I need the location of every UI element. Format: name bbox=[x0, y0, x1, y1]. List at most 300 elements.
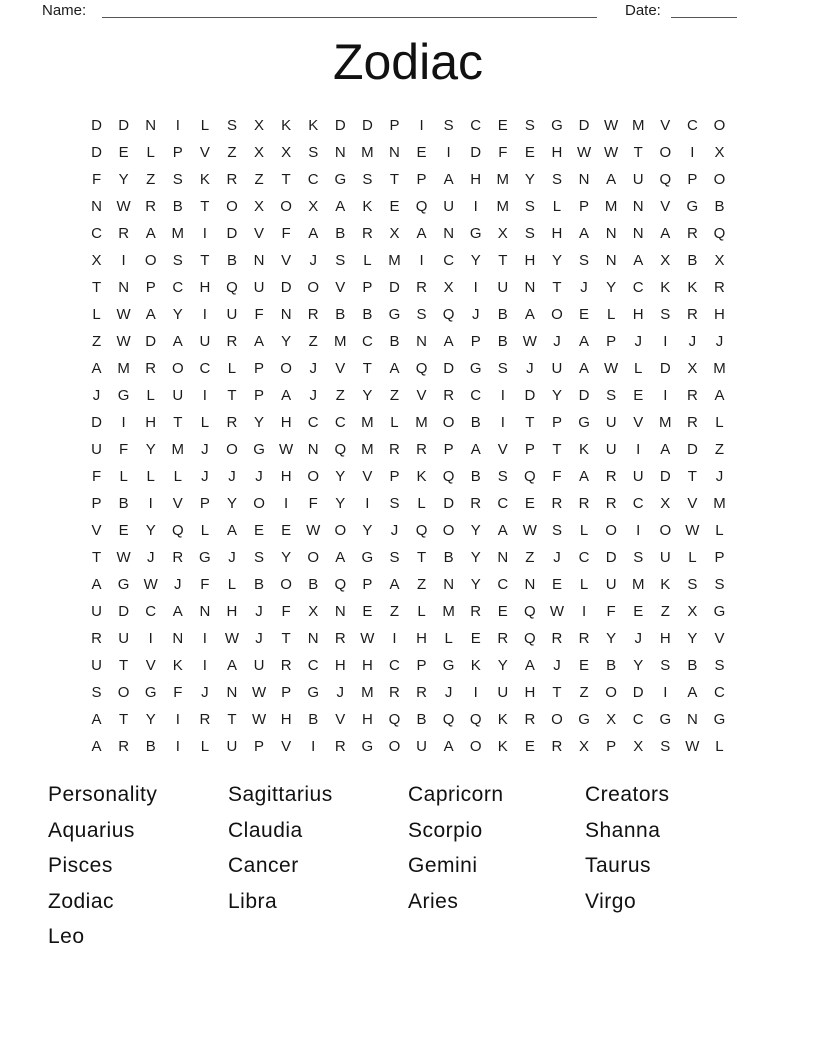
grid-letter: S bbox=[335, 252, 346, 269]
grid-letter: Q bbox=[171, 522, 184, 539]
date-label: Date: bbox=[625, 2, 661, 19]
grid-letter: J bbox=[526, 360, 534, 377]
grid-letter: S bbox=[389, 549, 400, 566]
grid-letter: B bbox=[389, 333, 400, 350]
grid-letter: X bbox=[254, 117, 265, 134]
grid-letter: G bbox=[117, 387, 130, 404]
grid-letter: A bbox=[254, 333, 265, 350]
grid-letter: C bbox=[172, 279, 184, 296]
grid-letter: L bbox=[363, 252, 372, 269]
grid-letter: Y bbox=[470, 549, 481, 566]
grid-letter: S bbox=[497, 468, 508, 485]
grid-letter: Z bbox=[714, 441, 725, 458]
grid-letter: R bbox=[578, 495, 590, 512]
grid-letter: L bbox=[579, 522, 589, 539]
grid-letter: R bbox=[334, 738, 346, 755]
grid-letter: G bbox=[388, 306, 401, 323]
grid-letter: I bbox=[284, 495, 289, 512]
grid-letter: A bbox=[714, 387, 725, 404]
grid-letter: V bbox=[335, 279, 346, 296]
grid-letter: O bbox=[551, 306, 563, 323]
grid-letter: B bbox=[470, 468, 481, 485]
grid-letter: S bbox=[172, 252, 183, 269]
grid-letter: Y bbox=[606, 279, 617, 296]
grid-letter: C bbox=[389, 657, 400, 674]
grid-letter: W bbox=[576, 144, 592, 161]
grid-letter: U bbox=[443, 198, 455, 215]
grid-letter: H bbox=[551, 144, 563, 161]
grid-letter: Y bbox=[362, 387, 373, 404]
grid-letter: U bbox=[551, 360, 563, 377]
grid-letter: M bbox=[442, 603, 455, 620]
grid-letter: W bbox=[116, 306, 131, 323]
page-title: Zodiac bbox=[332, 34, 484, 90]
grid-letter: Q bbox=[469, 711, 482, 728]
grid-letter: J bbox=[255, 603, 263, 620]
grid-letter: I bbox=[365, 495, 370, 512]
grid-letter: R bbox=[578, 630, 590, 647]
grid-letter: P bbox=[254, 738, 265, 755]
grid-letter: G bbox=[442, 657, 455, 674]
grid-letter: O bbox=[307, 279, 320, 296]
grid-letter: A bbox=[226, 522, 237, 539]
grid-letter: Y bbox=[362, 522, 373, 539]
grid-letter: A bbox=[660, 441, 671, 458]
grid-letter: Y bbox=[687, 630, 698, 647]
grid-letter: N bbox=[524, 279, 536, 296]
grid-letter: O bbox=[307, 549, 320, 566]
name-label: Name: bbox=[42, 2, 87, 19]
grid-letter: T bbox=[119, 657, 129, 674]
grid-letter: T bbox=[552, 441, 562, 458]
grid-letter: E bbox=[118, 144, 129, 161]
grid-letter: K bbox=[199, 171, 210, 188]
grid-letter: R bbox=[714, 279, 725, 296]
grid-letter: B bbox=[145, 738, 156, 755]
grid-letter: I bbox=[121, 414, 126, 431]
grid-letter: K bbox=[470, 657, 481, 674]
grid-letter: X bbox=[714, 252, 725, 269]
grid-letter: P bbox=[579, 198, 590, 215]
grid-letter: R bbox=[605, 468, 617, 485]
grid-letter: J bbox=[471, 306, 480, 323]
grid-letter: L bbox=[552, 198, 562, 215]
grid-letter: S bbox=[687, 576, 698, 593]
grid-letter: M bbox=[659, 414, 672, 431]
name-blank-line[interactable] bbox=[102, 1, 597, 18]
grid-letter: L bbox=[200, 522, 210, 539]
grid-letter: C bbox=[686, 117, 698, 134]
grid-letter: R bbox=[118, 738, 130, 755]
grid-letter: Y bbox=[524, 171, 535, 188]
grid-letter: T bbox=[552, 684, 562, 701]
grid-letter: S bbox=[660, 306, 671, 323]
grid-letter: Q bbox=[442, 306, 455, 323]
grid-letter: A bbox=[443, 738, 454, 755]
grid-letter: F bbox=[606, 603, 616, 620]
grid-letter: P bbox=[389, 468, 400, 485]
grid-letter: F bbox=[119, 441, 129, 458]
word-item: Aquarius bbox=[48, 818, 135, 842]
grid-letter: D bbox=[443, 495, 455, 512]
grid-letter: V bbox=[199, 144, 210, 161]
grid-letter: M bbox=[604, 198, 618, 215]
grid-letter: T bbox=[91, 279, 102, 296]
grid-letter: S bbox=[226, 117, 237, 134]
grid-letter: G bbox=[307, 684, 320, 701]
grid-letter: N bbox=[307, 441, 319, 458]
grid-letter: W bbox=[522, 522, 537, 539]
grid-letter: E bbox=[470, 630, 481, 647]
grid-letter: O bbox=[280, 198, 292, 215]
grid-letter: J bbox=[201, 684, 209, 701]
grid-letter: S bbox=[660, 738, 671, 755]
grid-letter: C bbox=[307, 414, 319, 431]
grid-letter: B bbox=[308, 711, 319, 728]
grid-letter: W bbox=[604, 117, 619, 134]
grid-letter: H bbox=[524, 684, 536, 701]
grid-letter: R bbox=[551, 630, 563, 647]
grid-letter: D bbox=[605, 549, 617, 566]
grid-letter: D bbox=[280, 279, 292, 296]
grid-letter: F bbox=[308, 495, 318, 512]
grid-letter: X bbox=[660, 252, 671, 269]
grid-letter: K bbox=[660, 279, 671, 296]
grid-letter: N bbox=[307, 630, 319, 647]
grid-letter: X bbox=[714, 144, 725, 161]
grid-letter: T bbox=[281, 171, 291, 188]
grid-letter: A bbox=[687, 684, 698, 701]
grid-letter: L bbox=[606, 306, 616, 323]
grid-letter: X bbox=[443, 279, 454, 296]
grid-letter: B bbox=[687, 657, 698, 674]
grid-letter: E bbox=[497, 603, 508, 620]
grid-letter: R bbox=[389, 684, 400, 701]
grid-letter: G bbox=[361, 738, 374, 755]
grid-letter: W bbox=[306, 522, 321, 539]
word-list-column bbox=[585, 777, 670, 919]
grid-letter: V bbox=[145, 657, 156, 674]
grid-letter: I bbox=[202, 306, 207, 323]
grid-letter: I bbox=[581, 603, 587, 620]
grid-letter: J bbox=[174, 576, 182, 593]
grid-letter: J bbox=[228, 549, 236, 566]
grid-letter: R bbox=[226, 414, 238, 431]
grid-letter: T bbox=[633, 144, 643, 161]
grid-letter: J bbox=[228, 468, 236, 485]
grid-letter: E bbox=[633, 603, 644, 620]
grid-letter: O bbox=[144, 252, 157, 269]
grid-letter: Z bbox=[91, 333, 102, 350]
grid-letter: V bbox=[281, 738, 292, 755]
grid-letter: Z bbox=[335, 387, 345, 404]
grid-letter: L bbox=[634, 360, 643, 377]
grid-letter: Y bbox=[606, 630, 617, 647]
grid-letter: W bbox=[279, 441, 294, 458]
grid-letter: D bbox=[91, 414, 102, 431]
grid-letter: I bbox=[202, 657, 207, 674]
grid-letter: D bbox=[470, 144, 482, 161]
grid-letter: J bbox=[255, 630, 263, 647]
grid-letter: R bbox=[470, 603, 482, 620]
grid-letter: K bbox=[579, 441, 590, 458]
grid-letter: D bbox=[145, 333, 157, 350]
grid-letter: S bbox=[606, 387, 617, 404]
grid-letter: I bbox=[419, 252, 424, 269]
grid-letter: P bbox=[470, 333, 481, 350]
grid-letter: V bbox=[335, 711, 346, 728]
grid-letter: D bbox=[578, 117, 590, 134]
grid-letter: D bbox=[659, 360, 671, 377]
grid-letter: I bbox=[500, 414, 505, 431]
grid-letter: Y bbox=[172, 306, 183, 323]
grid-letter: B bbox=[687, 252, 698, 269]
grid-letter: S bbox=[714, 576, 725, 593]
grid-letter: V bbox=[335, 360, 346, 377]
grid-letter: M bbox=[496, 171, 510, 188]
grid-letter: U bbox=[632, 468, 644, 485]
grid-letter: X bbox=[254, 144, 265, 161]
grid-letter: W bbox=[360, 630, 375, 647]
grid-letter: J bbox=[688, 333, 697, 350]
grid-letter: D bbox=[443, 360, 455, 377]
grid-letter: T bbox=[227, 711, 237, 728]
grid-letter: L bbox=[715, 414, 724, 431]
word-list-column bbox=[408, 777, 504, 919]
grid-letter: O bbox=[469, 738, 482, 755]
grid-letter: G bbox=[578, 711, 590, 728]
grid-letter: C bbox=[632, 279, 644, 296]
grid-letter: R bbox=[334, 630, 346, 647]
grid-letter: U bbox=[226, 306, 238, 323]
grid-letter: S bbox=[524, 117, 535, 134]
grid-letter: A bbox=[497, 522, 508, 539]
grid-letter: V bbox=[714, 630, 725, 647]
grid-letter: T bbox=[525, 414, 535, 431]
grid-letter: Y bbox=[470, 252, 481, 269]
grid-letter: H bbox=[361, 711, 373, 728]
word-item: Virgo bbox=[585, 889, 637, 913]
grid-letter: I bbox=[121, 252, 126, 269]
grid-letter: U bbox=[118, 630, 130, 647]
grid-letter: M bbox=[334, 333, 347, 350]
grid-letter: N bbox=[226, 684, 238, 701]
grid-letter: S bbox=[714, 657, 725, 674]
grid-letter: E bbox=[281, 522, 292, 539]
grid-letter: Y bbox=[551, 252, 562, 269]
grid-letter: U bbox=[253, 279, 265, 296]
grid-letter: C bbox=[714, 684, 725, 701]
grid-letter: S bbox=[551, 171, 562, 188]
grid-letter: M bbox=[631, 117, 645, 134]
grid-letter: J bbox=[715, 333, 724, 350]
grid-letter: J bbox=[309, 387, 317, 404]
grid-letter: C bbox=[91, 225, 102, 242]
grid-letter: O bbox=[171, 360, 184, 377]
grid-letter: V bbox=[497, 441, 508, 458]
grid-letter: O bbox=[388, 738, 401, 755]
grid-letter: T bbox=[200, 252, 210, 269]
grid-letter: A bbox=[226, 657, 237, 674]
grid-letter: H bbox=[632, 306, 644, 323]
grid-letter: G bbox=[713, 603, 726, 620]
grid-letter: H bbox=[714, 306, 725, 323]
grid-letter: N bbox=[605, 252, 617, 269]
grid-letter: Z bbox=[416, 576, 427, 593]
grid-letter: D bbox=[686, 441, 698, 458]
grid-letter: R bbox=[524, 711, 536, 728]
grid-letter: C bbox=[307, 171, 319, 188]
grid-letter: N bbox=[443, 576, 455, 593]
grid-letter: I bbox=[202, 630, 207, 647]
grid-letter: N bbox=[253, 252, 265, 269]
word-item: Personality bbox=[48, 783, 158, 806]
grid-letter: A bbox=[579, 333, 590, 350]
grid-letter: D bbox=[334, 117, 346, 134]
grid-letter: Y bbox=[254, 414, 265, 431]
grid-letter: L bbox=[715, 738, 724, 755]
grid-letter: J bbox=[634, 630, 642, 647]
grid-letter: N bbox=[118, 279, 130, 296]
grid-letter: I bbox=[175, 117, 180, 134]
grid-letter: Z bbox=[525, 549, 535, 566]
grid-letter: I bbox=[663, 684, 668, 701]
grid-letter: M bbox=[361, 414, 374, 431]
grid-letter: A bbox=[91, 711, 102, 728]
grid-letter: R bbox=[686, 225, 698, 242]
grid-letter: G bbox=[334, 171, 347, 188]
grid-letter: O bbox=[605, 522, 617, 539]
grid-letter: A bbox=[145, 306, 156, 323]
grid-letter: A bbox=[308, 225, 319, 242]
grid-letter: P bbox=[524, 441, 535, 458]
grid-letter: J bbox=[553, 657, 561, 674]
grid-letter: O bbox=[253, 495, 265, 512]
grid-letter: B bbox=[226, 252, 237, 269]
grid-letter: N bbox=[334, 144, 346, 161]
grid-letter: Y bbox=[281, 549, 292, 566]
grid-letter: L bbox=[444, 630, 453, 647]
grid-letter: I bbox=[500, 387, 505, 404]
grid-letter: K bbox=[281, 117, 292, 134]
grid-letter: W bbox=[143, 576, 158, 593]
grid-letter: C bbox=[497, 576, 509, 593]
grid-letter: T bbox=[552, 279, 562, 296]
word-item: Scorpio bbox=[408, 818, 483, 842]
grid-letter: R bbox=[686, 414, 698, 431]
grid-letter: S bbox=[416, 306, 427, 323]
grid-letter: R bbox=[199, 711, 211, 728]
grid-letter: P bbox=[606, 738, 617, 755]
grid-letter: P bbox=[199, 495, 210, 512]
grid-letter: Q bbox=[524, 630, 536, 647]
grid-letter: E bbox=[362, 603, 373, 620]
grid-letter: G bbox=[199, 549, 211, 566]
word-search-grid bbox=[83, 112, 733, 760]
grid-letter: Z bbox=[389, 603, 400, 620]
grid-letter: S bbox=[389, 495, 400, 512]
grid-letter: A bbox=[281, 387, 292, 404]
grid-letter: A bbox=[172, 333, 183, 350]
grid-letter: Q bbox=[388, 711, 401, 728]
grid-letter: H bbox=[334, 657, 346, 674]
word-item: Claudia bbox=[228, 818, 303, 842]
grid-letter: N bbox=[497, 549, 509, 566]
grid-letter: X bbox=[606, 711, 617, 728]
grid-letter: J bbox=[146, 549, 155, 566]
grid-letter: Y bbox=[551, 387, 562, 404]
grid-letter: N bbox=[199, 603, 211, 620]
grid-letter: R bbox=[686, 387, 698, 404]
grid-letter: A bbox=[524, 657, 535, 674]
grid-letter: A bbox=[335, 549, 346, 566]
word-item: Cancer bbox=[228, 854, 299, 878]
grid-letter: I bbox=[663, 333, 668, 350]
grid-letter: L bbox=[92, 306, 101, 323]
grid-letter: H bbox=[524, 252, 536, 269]
grid-letter: D bbox=[659, 468, 671, 485]
grid-letter: A bbox=[389, 360, 400, 377]
grid-letter: C bbox=[470, 117, 482, 134]
grid-letter: L bbox=[390, 414, 399, 431]
grid-letter: M bbox=[171, 225, 185, 242]
grid-letter: X bbox=[660, 495, 671, 512]
grid-letter: V bbox=[687, 495, 698, 512]
grid-letter: Q bbox=[415, 360, 428, 377]
grid-letter: O bbox=[659, 522, 672, 539]
grid-letter: E bbox=[579, 657, 590, 674]
grid-letter: F bbox=[91, 171, 102, 188]
grid-letter: O bbox=[659, 144, 672, 161]
grid-letter: O bbox=[307, 468, 320, 485]
grid-letter: F bbox=[498, 144, 508, 161]
grid-letter: Q bbox=[415, 522, 428, 539]
grid-letter: W bbox=[251, 684, 267, 701]
grid-letter: W bbox=[685, 522, 700, 539]
grid-letter: J bbox=[309, 360, 317, 377]
grid-letter: W bbox=[685, 738, 700, 755]
date-blank-line[interactable] bbox=[671, 1, 737, 18]
grid-letter: B bbox=[335, 225, 346, 242]
grid-letter: X bbox=[281, 144, 292, 161]
grid-letter: P bbox=[416, 657, 427, 674]
grid-letter: S bbox=[633, 549, 644, 566]
grid-letter: F bbox=[281, 603, 291, 620]
grid-letter: S bbox=[91, 684, 102, 701]
grid-letter: I bbox=[175, 738, 180, 755]
grid-letter: P bbox=[687, 171, 698, 188]
grid-letter: L bbox=[227, 576, 237, 593]
grid-letter: U bbox=[605, 441, 617, 458]
word-item: Gemini bbox=[408, 854, 478, 878]
grid-letter: B bbox=[497, 333, 508, 350]
grid-letter: Y bbox=[470, 522, 481, 539]
grid-letter: W bbox=[224, 630, 240, 647]
grid-letter: I bbox=[202, 387, 207, 404]
grid-letter: D bbox=[91, 144, 102, 161]
grid-letter: N bbox=[686, 711, 698, 728]
grid-letter: F bbox=[200, 576, 210, 593]
grid-letter: F bbox=[552, 468, 562, 485]
grid-letter: C bbox=[307, 657, 319, 674]
grid-letter: A bbox=[579, 360, 590, 377]
grid-letter: I bbox=[148, 495, 153, 512]
grid-letter: P bbox=[254, 387, 265, 404]
grid-letter: H bbox=[659, 630, 671, 647]
grid-letter: L bbox=[417, 603, 426, 620]
grid-letter: A bbox=[145, 225, 156, 242]
grid-letter: B bbox=[714, 198, 725, 215]
